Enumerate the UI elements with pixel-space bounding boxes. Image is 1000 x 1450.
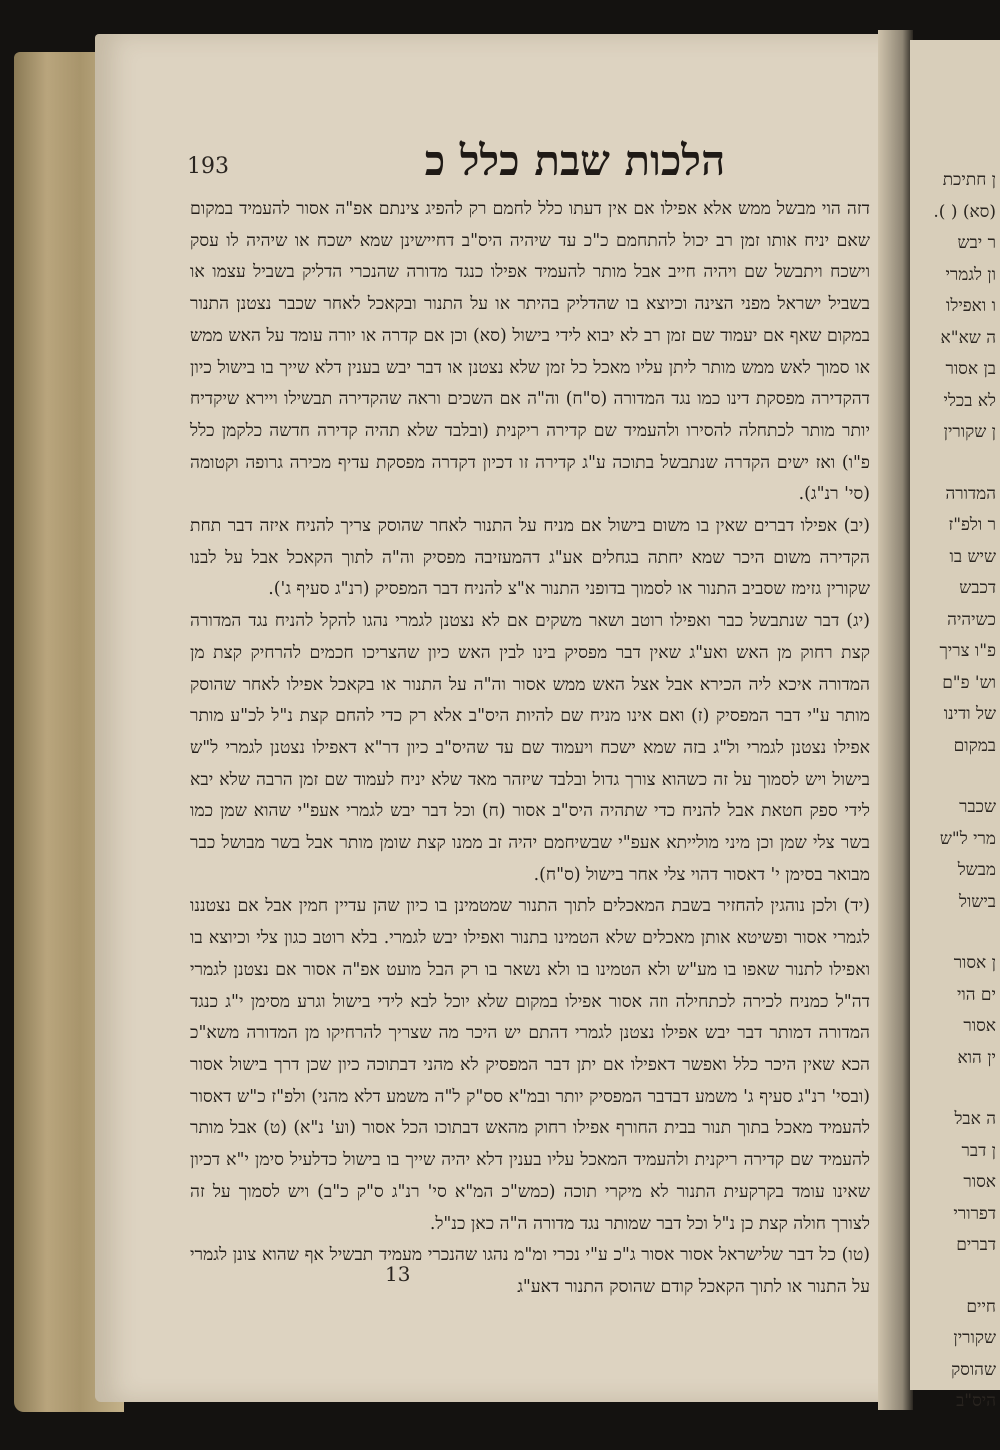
facing-page-line: שיש בו: [949, 546, 996, 567]
facing-page-line: וש' פ"ם: [942, 672, 996, 693]
facing-page-line: ים הוי: [956, 984, 996, 1005]
facing-page-line: במקום: [953, 735, 996, 756]
facing-page-line: ה שא"א: [940, 327, 996, 348]
facing-page-line: דכבש: [959, 578, 996, 598]
facing-page-line: ן דבר: [961, 1140, 996, 1161]
facing-page-line: ון לגמרי: [945, 264, 996, 285]
paragraph: (יד) ולכן נוהגין להחזיר בשבת המאכלים לתוך התנור שמטמינן בו כיון שהן עדיין חמין אבל אם נצטננו לגמרי אסור ופשיטא אותן מאכלים שלא הטמינו בתנור ואפילו יבש לגמרי. בלא רוטב כגון צלי וכיוצא בו ואפילו לתנור שאפו בו מע"ש ולא הטמינו בו ולא נשאר בו רק הבל מועט אפ"ה אסור אם נצטנן לגמרי דה"ל כמניח לכירה לכתחילה וזה אסור אפילו במקום שלא יוכל לבא לידי בישול וגרע מסימן י"ג כנגד המדורה דמותר דבר יבש אפילו נצטנן לגמרי דהתם יש היכר מה שצריך להרחיקו מן המדורה משא"כ הכא שאין היכר כלל ואפשר דאפילו אם יתן דבר המפסיק לא מהני דבתוכה כיון שכן דרך בישול אסור (ובסי' רנ"ג סעיף ג' משמע דבדבר המפסיק יותר ובמ"א סס"ק ל"ה משמע דלא מהני) ולפ"ז כ"ש דאסור להעמיד מאכל בתוך תנור בבית החורף אפילו רחוק מהאש דבתוכו הכל אסור (וע' נ"א) (ט) אבל מותר להעמיד שם קדירה ריקנית ולהעמיד המאכל עליו בענין דלא יהיה שייך בו בישול כדלעיל סימן י"א דכיון שאינו עומד בקרקעית התנור לא מיקרי תוכה (כמש"כ המ"א סי' רנ"ג ס"ק כ"ב) ויש לסמוך על זה לצורך חולה קצת כן נ"ל וכל דבר שמותר נגד מדורה ה"ה כאן כנ"ל.: [190, 896, 870, 1234]
facing-page-line: פ"ו צריך: [939, 641, 996, 661]
page-header: [95, 34, 895, 185]
facing-page-line: שקורין: [953, 1328, 996, 1348]
facing-page-line: ר יבש: [957, 233, 996, 253]
facing-page-line: שכבר: [959, 797, 996, 817]
book-page: [95, 34, 895, 1402]
facing-page-line: שהוסק: [951, 1359, 996, 1380]
facing-page-line: בישול: [959, 891, 996, 912]
facing-page-line: (סא) ( ).: [933, 201, 996, 222]
facing-page-line: מרי ל"ש: [939, 828, 996, 849]
facing-page-line: היס"ב: [956, 1391, 996, 1411]
facing-page-line: ו ואפילו: [946, 296, 996, 316]
page-number: 193: [187, 154, 229, 179]
facing-page-line: המדורה: [945, 483, 996, 504]
paragraph: (טו) כל דבר שלישראל אסור אסור ג"כ ע"י נכרי ומ"מ נהגו שהנכרי מעמיד תבשיל אף שהוא צונן לגמרי על התנור או לתוך הקאכל קודם שהוסק התנור דאע"ג: [190, 1245, 870, 1297]
facing-page-line: דברים: [956, 1235, 996, 1255]
facing-page-line: חיים: [966, 1296, 996, 1317]
paragraph: (יג) דבר שנתבשל כבר ואפילו רוטב ושאר משקים אם לא נצטנן לגמרי נהגו להקל להניח נגד המדורה קצת רחוק מן האש ואע"ג שאין דבר מפסיק בינו לבין האש כיון שהצריכו חכמים להרחיק קצת מן המדורה איכא ליה הכירא אבל אצל האש ממש אסור וה"ה על התנור או בקאכל אפילו לאחר שהוסק מותר ע"י דבר המפסיק (ז) ואם אינו מניח שם להיות היס"ב אלא רק כדי להחם קצת נ"ל לכ"ע מותר אפילו נצטנן לגמרי ול"ג בזה שמא ישכח ויעמוד שם עד שהיס"ב כיון דר"א דאפילו נצטנן לגמרי ל"ש בישול ויש לסמוך על זה כשהוא צורך גדול ובלבד שיזהר מאד שלא יניח לעמוד שם זמן הרבה שלא יבא לידי ספק חטאת אבל להניח כדי שתהיה היס"ב אסור (ח) וכל דבר יבש לגמרי אעפ"י שהוא שמן כמו בשר צלי שמן וכן מיני מולייתא אעפ"י שבשיחמם יהיה זב ממנו קצת שומן מותר אבל בשר מבושל כבר מבואר בסימן י' דאסור דהוי צלי אחר בישול (ס"ח).: [190, 611, 870, 885]
facing-page-line: ר ולפ"ז: [948, 515, 996, 535]
page-body: [190, 194, 870, 1304]
running-head: הלכות שבת כלל כ: [424, 136, 726, 185]
facing-page-line: לא בכלי: [943, 390, 996, 411]
facing-page: [910, 40, 1000, 1411]
facing-page-line: דפרורי: [953, 1203, 996, 1224]
facing-page-line: מבשל: [957, 860, 996, 880]
facing-page-line: ן שקורין: [943, 422, 996, 442]
facing-page-line: אסור: [963, 1172, 996, 1192]
facing-page-line: אסור: [963, 1016, 996, 1036]
signature-number: 13: [385, 1262, 411, 1286]
facing-page-line: ן אסור: [953, 953, 996, 973]
facing-page-line: של ודינו: [943, 704, 996, 724]
book-gutter: [878, 30, 913, 1410]
facing-page-line: ין הוא: [957, 1047, 996, 1068]
facing-page-line: ן חתיכת: [942, 170, 996, 190]
paragraph: (יב) אפילו דברים שאין בו משום בישול אם מניח על התנור לאחר שהוסק צריך להניח איזה דבר תחת הקדירה משום היכר שמא יחתה בגחלים אע"ג דהמעזיבה מפסיק וה"ה לתוך הקאכל אבל על לבנו שקורין גזימז שסביב התנור או לסמוך בדופני התנור א"צ להניח דבר המפסיק (רנ"ג סעיף ג').: [190, 516, 870, 600]
paragraph: דזה הוי מבשל ממש אלא אפילו אם אין דעתו כלל לחמם רק להפיג צינתם אפ"ה אסור להעמיד במקום שאם יניח אותו זמן רב יכול להתחמם כ"כ עד שיהיה היס"ב דחיישינן שמא ישכח או שיהיה לו עסק וישכח ויתבשל שם ויהיה חייב אבל מותר להעמיד אפילו כנגד מדורה שהנכרי הדליק בשביל עצמו או בשביל ישראל מפני הצינה וכיוצא בו שהדליק בהיתר או על התנור ובקאכל לאחר שכבר נצטנן התנור במקום שאף אם יעמוד שם זמן רב לא יבוא לידי בישול (סא) וכן אם קדרה או יורה עומד על האש ממש או סמוך לאש ממש מותר ליתן עליו מאכל כל זמן שלא נצטנן או דבר יבש בענין דלא שייך בו בישול כיון דהקדירה מפסקת דינו כמו נגד המדורה (ס"ח) וה"ה אם השכים וראה שהקדירה תבשילו ויירא שיקדיח יותר מותר לכתחלה להסירו ולהעמיד שם קדירה ריקנית (ובלבד שלא תהיה קדירה חדשה כלקמן כלל פ"ו) ואז ישים הקדרה שנתבשל בתוכה ע"ג קדירה זו דכיון דקדרה מפסקת עדיף מכירה גרופה וקטומה (סי' רנ"ג).: [190, 199, 870, 505]
facing-page-line: בן אסור: [945, 359, 996, 379]
facing-page-line: כשיהיה: [947, 609, 996, 630]
facing-page-line: ה אבל: [954, 1109, 996, 1129]
